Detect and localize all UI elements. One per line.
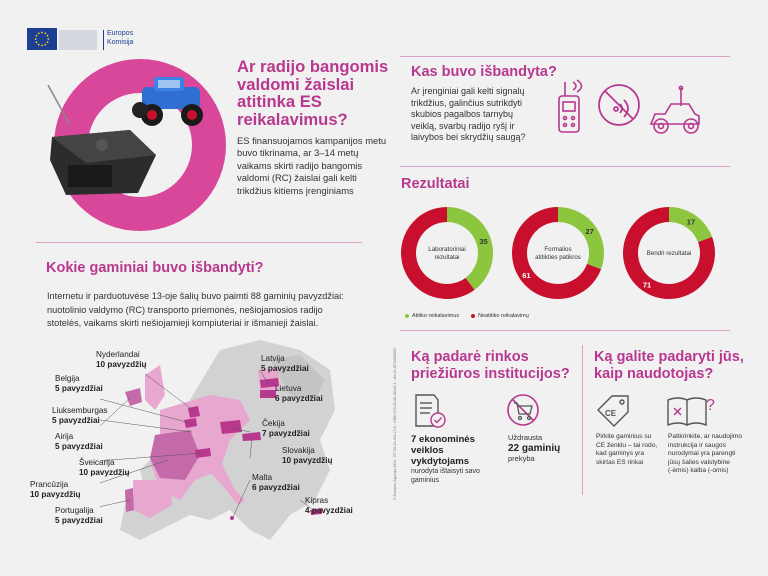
legend-pass: Atitiko reikalavimus: [405, 313, 459, 319]
document-check-icon: [412, 392, 448, 430]
tested-divider: [400, 56, 730, 57]
intro-illustration: [30, 55, 230, 235]
results-donut-charts: [395, 198, 725, 310]
products-divider: [36, 242, 362, 243]
donut-center-label: atitikties patikros: [535, 254, 581, 261]
rc-car-icon: [645, 84, 705, 138]
donut-value-pass: 27: [585, 227, 594, 237]
actions-vertical-divider: [582, 345, 583, 495]
results-divider: [400, 166, 730, 167]
walkie-talkie-icon: [553, 78, 589, 136]
eu-logo-divider: [103, 30, 104, 50]
map-czechia: [220, 420, 242, 434]
consumer-title: Ką galite padaryti jūs, kaip naudotojas?: [594, 349, 744, 382]
donut-value-fail: 71: [642, 280, 652, 290]
legend-fail-swatch: [471, 314, 475, 318]
tested-title: Kas buvo išbandyta?: [411, 64, 557, 80]
svg-text:?: ?: [706, 397, 715, 414]
map-label-liuksemburgas: Liuksemburgas 5 pavyzdžiai: [52, 406, 108, 425]
donut-value-fail: 61: [522, 270, 531, 280]
map-ireland: [125, 388, 142, 406]
authorities-item2: Uždrausta 22 gaminių prekyba: [508, 433, 561, 463]
tested-text: Ar įrenginiai gali kelti signalų trikdžius, galinčius sutrikdyti skubios pagalbos tarnybų veiklą, svarbų radijo ryšį ir laivybos bei skrydžių saugą?: [411, 86, 526, 142]
donut-center-label: Laboratoriniai: [428, 246, 466, 253]
products-text: Internetu ir parduotuvėse 13-oje šalių buvo paimti 88 gaminių pavyzdžiai: nuotolinio valdymo (RC) transporto priemonės, nešiojamosios radijo stotelės, vaikams skirti nešiojamieji kompiuteriai ir išmanieji žaislai.: [47, 291, 344, 328]
donut-center-label: rezultatai: [434, 254, 460, 261]
authorities-item1: [411, 434, 480, 485]
donut-chart-2: [512, 207, 604, 299]
results-legend: [405, 313, 529, 319]
map-label-slovakija: Slovakija 10 pavyzdžių: [282, 446, 333, 465]
eu-logo-building: [59, 30, 97, 50]
donut-center-label: Formalios: [544, 246, 572, 253]
map-label-portugalija: Portugalija 5 pavyzdžiai: [55, 506, 103, 525]
map-label-kipras: Kipras 4 pavyzdžiai: [305, 496, 353, 515]
vertical-legal-note: © Europos Sąjunga 2024 · ET-05-24-264-LT-N · ISBN 978-92-68-18349-1 · doi:10.2873/856053: [393, 347, 397, 500]
eu-logo-text: Europos Komisija: [107, 30, 134, 46]
map-lithuania: [260, 390, 276, 398]
svg-text:CE: CE: [605, 409, 617, 418]
donut-chart-3: [623, 207, 715, 299]
map-label-prancuzija: Prancūzija 10 pavyzdžių: [30, 480, 81, 499]
results-title: Rezultatai: [401, 176, 470, 192]
donut-value-pass: 35: [479, 236, 488, 246]
legend-fail: Neatitiko reikalavimų: [471, 313, 529, 319]
products-title: Kokie gaminiai buvo išbandyti?: [46, 260, 264, 276]
map-label-lietuva: Lietuva 6 pavyzdžiai: [275, 384, 323, 403]
map-label-sveicarija: Šveicarija 10 pavyzdžių: [79, 458, 130, 477]
consumer-item1: Pirkite gaminius su CE ženklu – tai rodo, kad gaminys yra skirtas ES rinkai: [596, 433, 658, 466]
map-label-latvija: Latvija 5 pavyzdžiai: [261, 354, 309, 373]
map-label-malta: Malta 6 pavyzdžiai: [252, 473, 300, 492]
donut-center-label: Bendri rezultatai: [646, 250, 692, 257]
donut-value-pass: 17: [686, 217, 696, 227]
no-signal-icon: [596, 82, 642, 128]
map-label-cekija: Čekija 7 pavyzdžiai: [262, 419, 310, 438]
authorities-item1-bold: 7 ekonominės veiklos vykdytojams: [411, 434, 475, 467]
eu-flag-icon: [27, 28, 57, 50]
consumer-item2: Patikrinkite, ar naudojimo instrukcija ir saugos nurodymai yra parengti jūsų šalies valstybine (-ėmis) kalba (-omis): [668, 433, 743, 475]
ce-tag-icon: [594, 392, 634, 428]
actions-divider: [400, 330, 730, 331]
authorities-item1-text: nurodyta ištaisyti savo gaminius: [411, 468, 480, 484]
map-uk: [145, 365, 165, 410]
donut-chart-1: [401, 207, 493, 299]
eu-logo: [27, 28, 134, 52]
intro-text: ES finansuojamos kampanijos metu buvo tikrinama, ar 3–14 metų vaikams skirti radijo bangomis valdomi (RC) žaislai gali kelti trikdžius kitiems įrenginiams: [237, 135, 387, 196]
banned-cart-icon: [505, 392, 541, 428]
map-label-belgija: Belgija 5 pavyzdžiai: [55, 374, 103, 393]
authorities-title: Ką padarė rinkos priežiūros institucijos?: [411, 349, 570, 382]
map-label-nyderlandai: Nyderlandai 10 pavyzdžių: [96, 350, 147, 369]
intro-title: Ar radijo bangomis valdomi žaislai atitinka ES reikalavimus?: [237, 57, 389, 129]
instruction-book-icon: [666, 394, 716, 428]
legend-pass-swatch: [405, 314, 409, 318]
map-label-airija: Airija 5 pavyzdžiai: [55, 432, 103, 451]
